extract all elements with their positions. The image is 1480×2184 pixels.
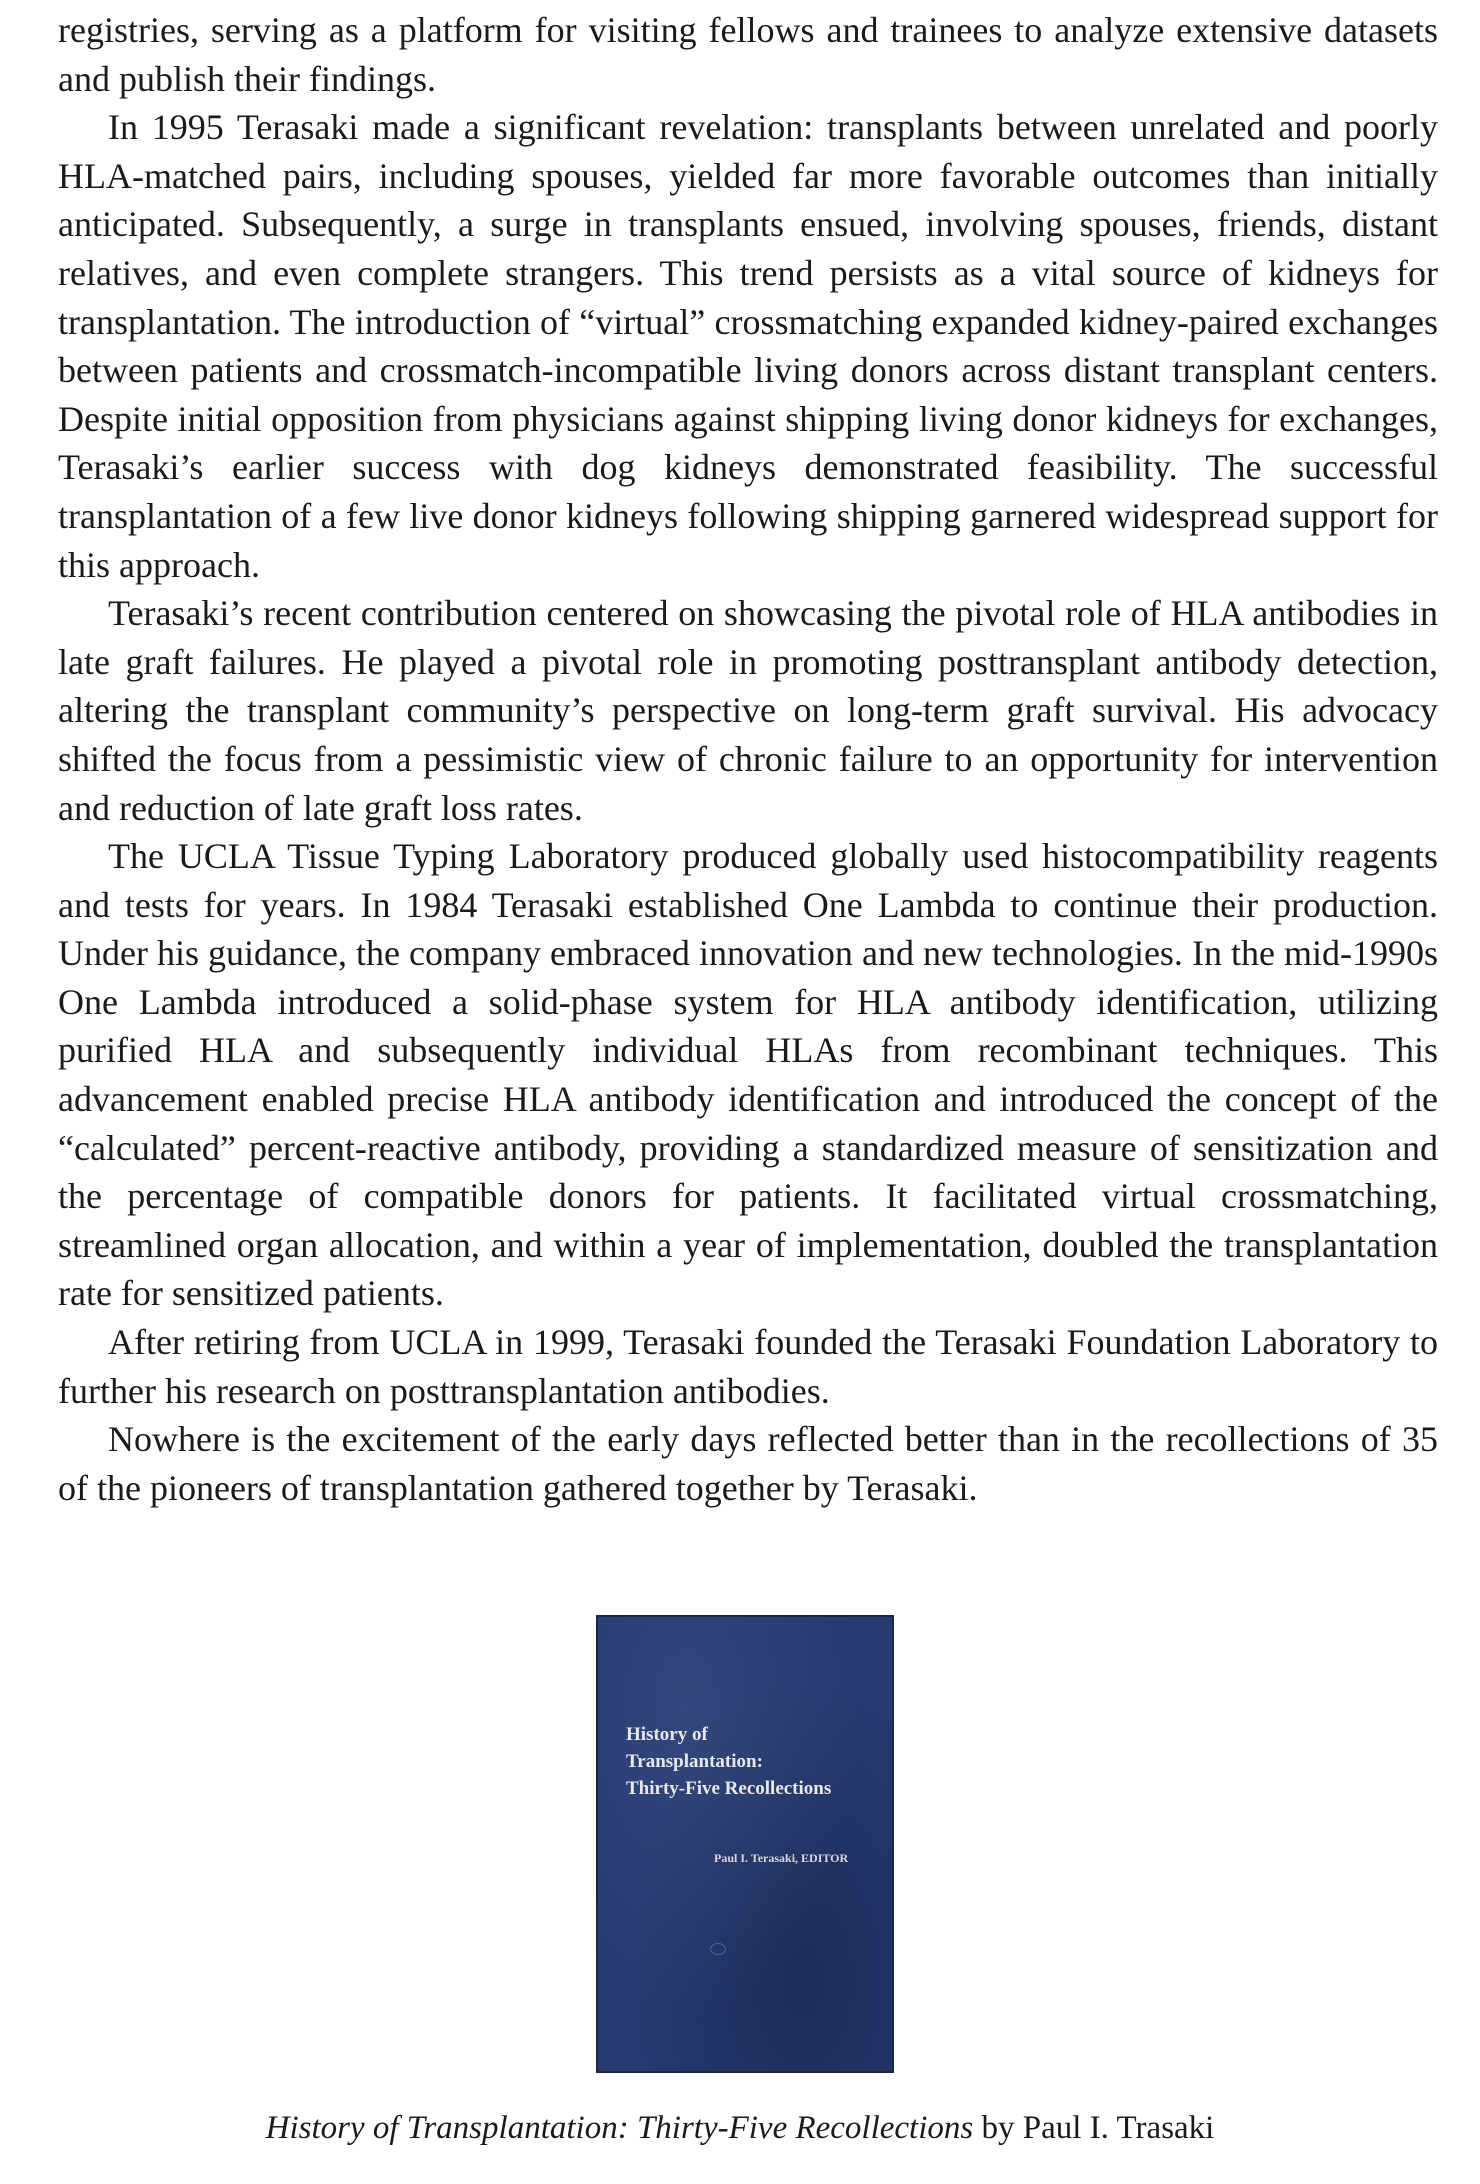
paragraph-5: After retiring from UCLA in 1999, Terasaki founded the Terasaki Foundation Laboratory to further his research on posttransplantation antibodies. <box>58 1322 1438 1411</box>
book-cover-title: History of Transplantation: Thirty-Five Recollections <box>626 1724 832 1799</box>
figure-caption <box>0 2108 1480 2148</box>
paragraph-6: Nowhere is the excitement of the early days reflected better than in the recollections of 35 of the pioneers of transplantation gathered together by Terasaki. <box>58 1419 1438 1508</box>
paragraph-3: Terasaki’s recent contribution centered on showcasing the pivotal role of HLA antibodies in late graft failures. He played a pivotal role in promoting posttransplant antibody detection, altering the transplant community’s perspective on long-term graft survival. His advocacy shifted the focus from a pessimistic view of chronic failure to an opportunity for intervention and reduction of late graft loss rates. <box>58 593 1438 828</box>
caption-book-title: History of Transplantation: Thirty-Five Recollections <box>265 2110 974 2146</box>
cover-emblem-icon <box>710 1943 726 1955</box>
paragraph-2: In 1995 Terasaki made a significant revelation: transplants between unrelated and poorly HLA-matched pairs, including spouses, yielded far more favorable outcomes than initially anticipated. Subsequently, a surge in transplants ensued, involving spouses, friends, distant relatives, and even complete strangers. This trend persists as a vital source of kidneys for transplantation. The introduction of “virtual” crossmatching expanded kidney-paired exchanges between patients and crossmatch-incompatible living donors across distant transplant centers. Despite initial opposition from physicians against shipping living donor kidneys for exchanges, Terasaki’s earlier success with dog kidneys demonstrated feasibility. The successful transplantation of a few live donor kidneys following shipping garnered widespread support for this approach. <box>58 107 1438 585</box>
book-cover-image <box>596 1615 894 2073</box>
document-body <box>58 6 1438 1512</box>
paragraph-1: registries, serving as a platform for visiting fellows and trainees to analyze extensive datasets and publish their findings. <box>58 10 1438 99</box>
paragraph-4: The UCLA Tissue Typing Laboratory produced globally used histocompatibility reagents and tests for years. In 1984 Terasaki established One Lambda to continue their production. Under his guidance, the company embraced innovation and new technologies. In the mid-1990s One Lambda introduced a solid-phase system for HLA antibody identification, utilizing purified HLA and subsequently individual HLAs from recombinant techniques. This advancement enabled precise HLA antibody identification and introduced the concept of the “calculated” percent-reactive antibody, providing a standardized measure of sensitization and the percentage of compatible donors for patients. It facilitated virtual crossmatching, streamlined organ allocation, and within a year of implementation, doubled the transplantation rate for sensitized patients. <box>58 836 1438 1314</box>
book-cover-editor: Paul I. Terasaki, EDITOR <box>714 1851 849 1865</box>
caption-author: by Paul I. Trasaki <box>973 2110 1215 2146</box>
